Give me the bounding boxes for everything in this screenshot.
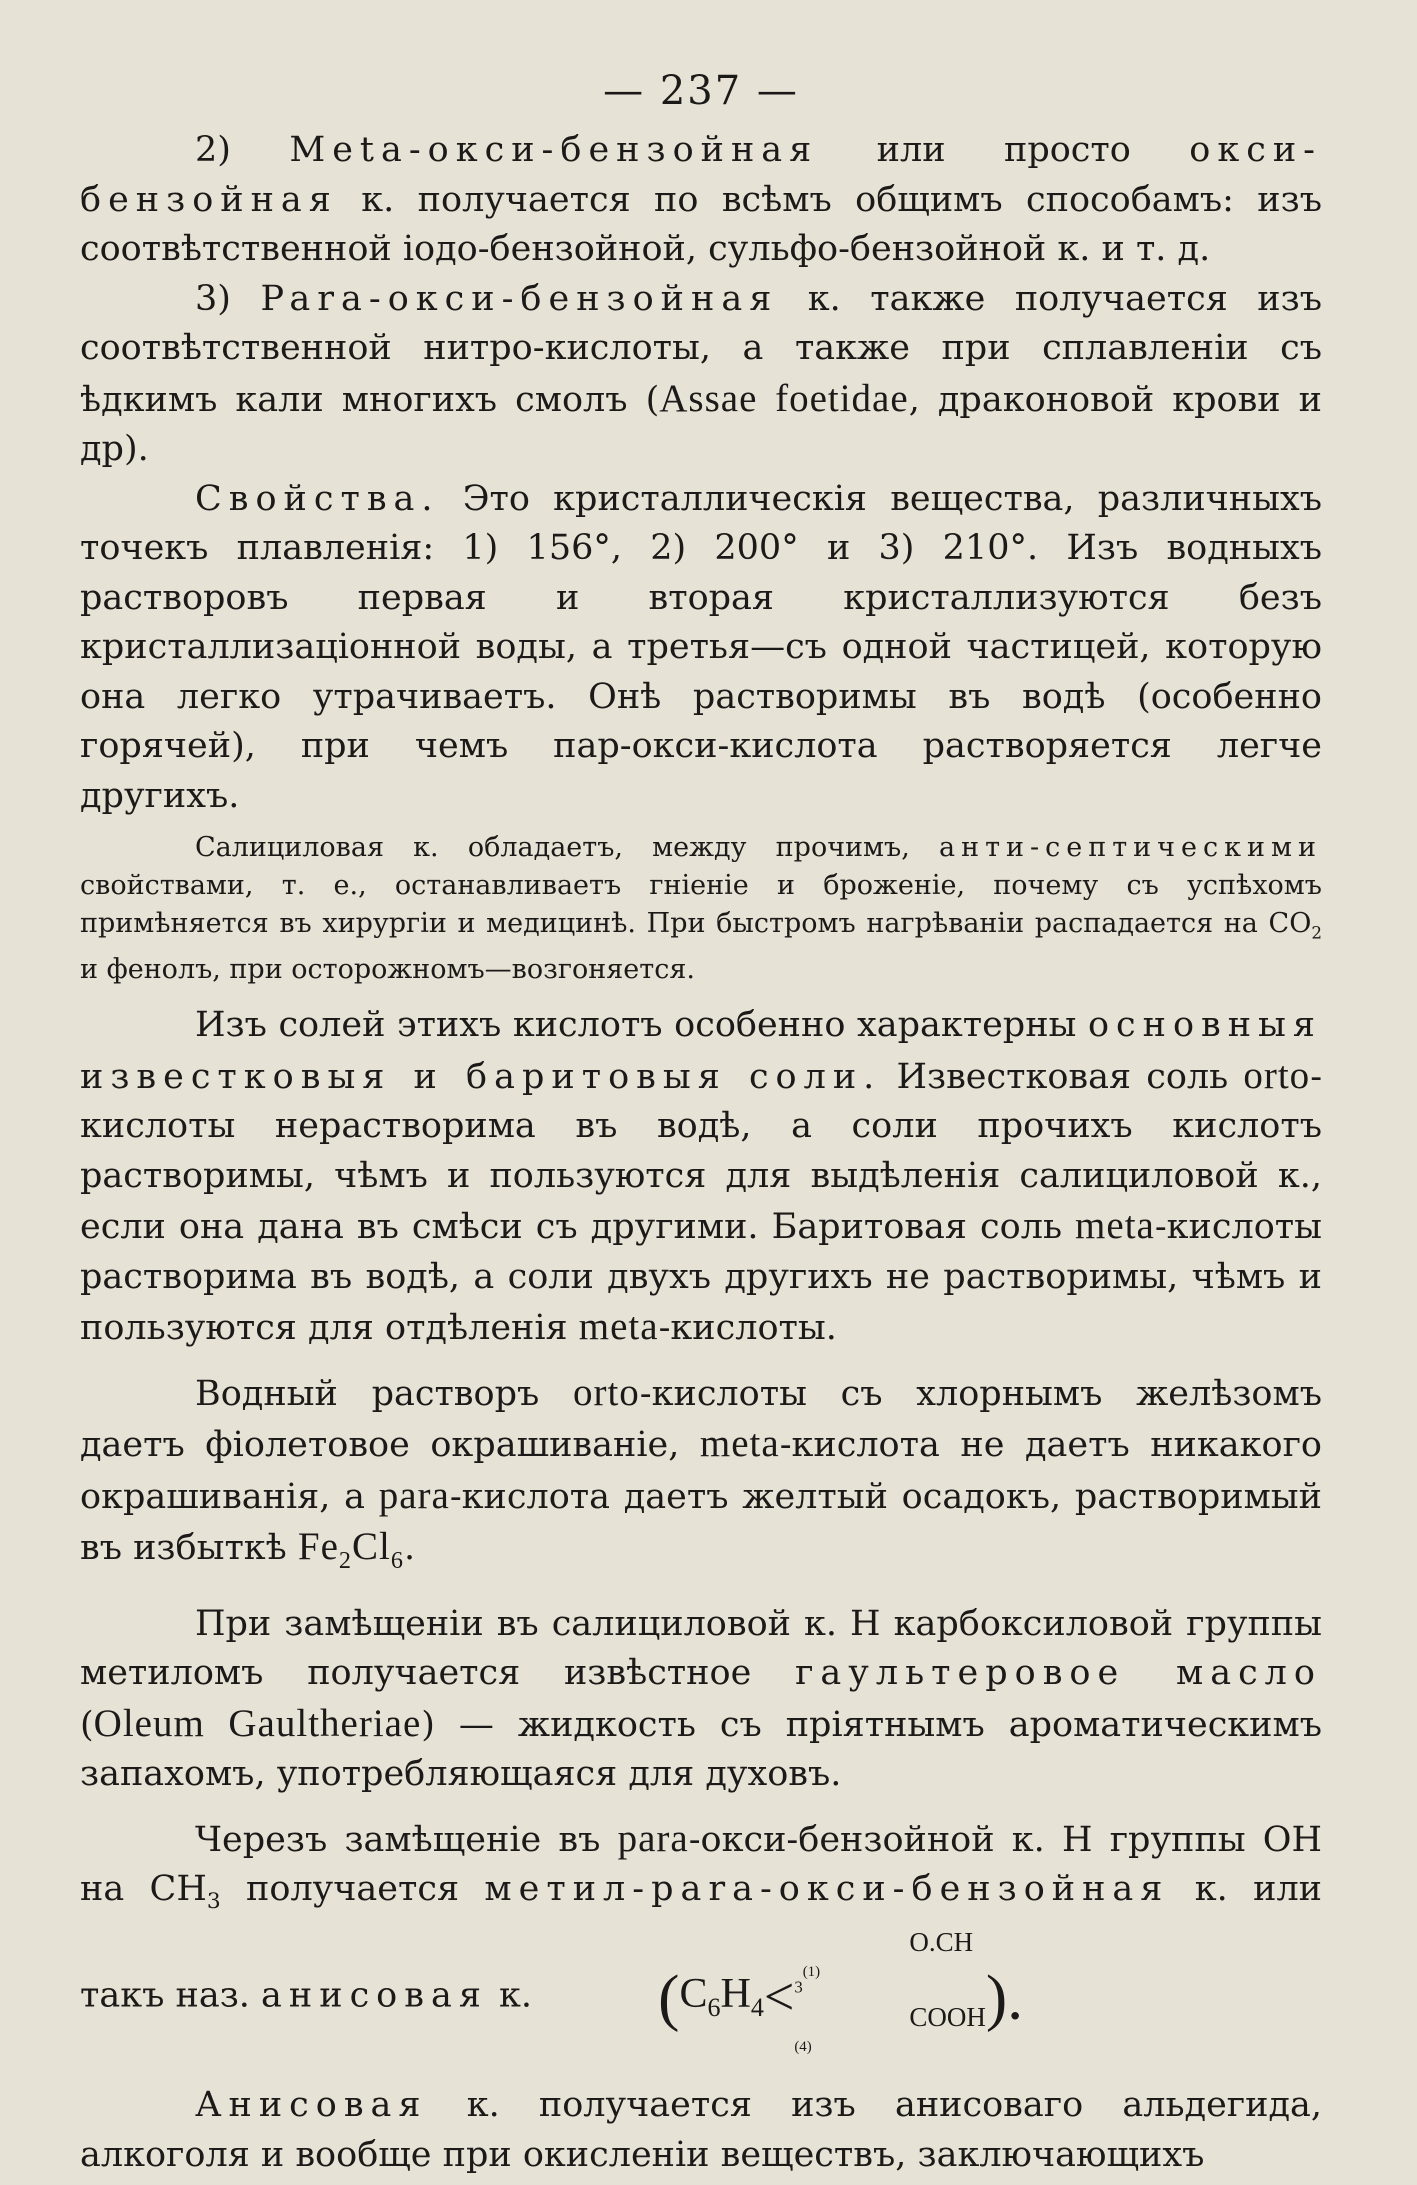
body-text <box>80 126 1322 2180</box>
note-salicylic: Салициловая к. обладаетъ, между прочимъ, анти-септическими свойствами, т. е., останавливаетъ гніеніе и броженіе, почему съ успѣхомъ примѣняется въ хирургіи и медицинѣ. При быстромъ нагрѣваніи распадается на $СО_2$ и фенолъ, при осторожномъ—возгоняется. <box>80 832 1322 986</box>
formula-substituents: O.CH $_3^{(1)}$ COOH $^{(4)}$ <box>794 1926 986 2056</box>
latin-term-oleum: Oleum Gaultheriae <box>93 1701 422 1745</box>
term-para-oxy-benzoic: Para-окси-бензойная <box>260 278 779 319</box>
paragraph-anisic: Черезъ замѣщеніе въ para-окси-бензойной к. Н группы ОН на $СН_3$ получается метил-para-окси-бензойная к. или такъ наз. анисовая к. ($C_6H_4<$ O.CH $_3^{(1)}$ COOH $^{(4)}$ ). <box>80 1814 1322 2067</box>
formula-anisic-acid: ($C_6H_4<$ O.CH $_3^{(1)}$ COOH $^{(4)}$ ). <box>543 1927 1023 2067</box>
latin-term-assae: Assae foetidae <box>659 376 909 420</box>
term-oxy-benzoic: окси-бензойная <box>80 130 1322 220</box>
formula-iron-chloride: $Fe_2Cl_6$ <box>297 1525 404 1575</box>
paragraph-anisic-preparation: Анисовая к. получается изъ анисоваго альдегида, алкоголя и вообще при окисленіи веществъ, заключающихъ <box>80 2085 1322 2175</box>
term-methyl-para: метил-para-окси-бензойная <box>484 1869 1170 1910</box>
paragraph-para-acid: 3) Para-окси-бензойная к. также получается изъ соотвѣтственной нитро-кислоты, а также при сплавленіи съ ѣдкимъ кали многихъ смолъ (Assae foetidae, драконовой крови и др). <box>80 278 1322 469</box>
paragraph-salts: Изъ солей этихъ кислотъ особенно характерны основныя известковыя и баритовыя соли. Известковая соль orto-кислоты нерастворима въ водѣ, а соли прочихъ кислотъ растворимы, чѣмъ и пользуются для выдѣленія салициловой к., если она дана въ смѣси съ другими. Баритовая соль meta-кислоты растворима въ водѣ, а соли двухъ другихъ не растворимы, чѣмъ и пользуются для отдѣленія meta-кислоты. <box>80 1005 1323 1349</box>
term-anisic-2: Анисовая <box>195 2085 428 2126</box>
paragraph-gaultheria: При замѣщеніи въ салициловой к. Н карбоксиловой группы метиломъ получается извѣстное гаультеровое масло (Oleum Gaultheriae) — жидкость съ пріятнымъ ароматическимъ запахомъ, употребляющаяся для духовъ. <box>80 1603 1323 1795</box>
paragraph-properties: Свойства. Это кристаллическія вещества, различныхъ точекъ плавленія: 1) 156°, 2) 200° и 3) 210°. Изъ водныхъ растворовъ первая и вторая кристаллизуются безъ кристаллизаціонной воды, а третья—съ одной частицей, которую она легко утрачиваетъ. Онѣ растворимы въ водѣ (особенно горячей), при чемъ пар-окси-кислота растворяется легче другихъ. <box>80 478 1322 816</box>
small-print-note <box>80 829 1322 989</box>
term-anisic: анисовая <box>261 1975 488 2016</box>
term-gaultheria-oil: гаультеровое масло <box>795 1653 1322 1694</box>
page-number: — 237 — <box>603 68 799 114</box>
heading-properties: Свойства. <box>195 478 440 519</box>
term-antiseptic: анти-септическими <box>939 832 1322 863</box>
term-basic-salts: основныя известковыя и баритовыя соли. <box>80 1005 1322 1097</box>
term-meta-oxy-benzoic: Meta-окси-бензойная <box>289 130 819 170</box>
paragraph-meta-acid: 2) Meta-окси-бензойная или просто окси-бензойная к. получается по всѣмъ общимъ способамъ: изъ соотвѣтственной іодо-бензойной, сульфо-бензойной к. и т. д. <box>80 130 1322 269</box>
paragraph-iron-chloride: Водный растворъ orto-кислоты съ хлорнымъ желѣзомъ даетъ фіолетовое окрашиваніе, meta-кислота не даетъ никакого окрашиванія, а para-кислота даетъ желтый осадокъ, растворимый въ избыткѣ $Fe_2Cl_6$. <box>80 1370 1322 1575</box>
